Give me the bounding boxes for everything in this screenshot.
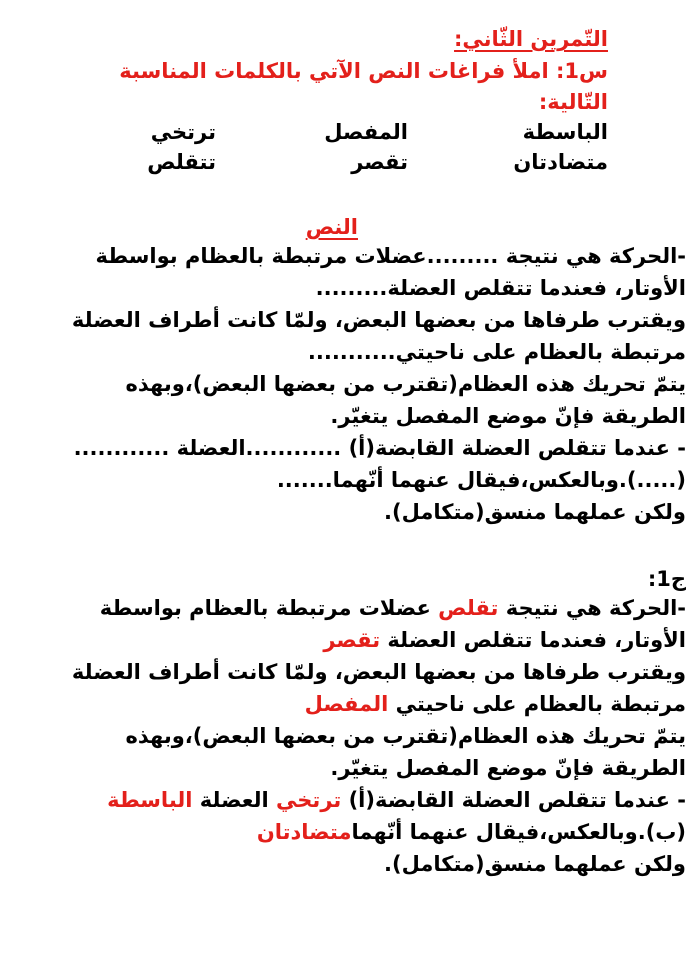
text-line: ويقترب طرفاها من بعضها البعض، ولمّا كانت أطراف العضلة	[71, 308, 686, 332]
word-bank-item: تتقلص	[147, 150, 216, 174]
answer-line-text: مرتبطة بالعظام على ناحيتي	[388, 692, 686, 716]
answer-line-text: -الحركة هي نتيجة	[498, 596, 686, 620]
answer-line	[125, 720, 686, 752]
answer-word: ترتخي	[276, 788, 342, 812]
answer-line	[72, 656, 686, 688]
word-bank-item: تقصر	[351, 150, 408, 174]
answer-line	[330, 752, 686, 784]
answer-line-text: ويقترب طرفاها من بعضها البعض، ولمّا كانت أطراف العضلة	[71, 660, 686, 684]
answer-line-text: الأوتار، فعندما تتقلص العضلة	[380, 628, 686, 652]
word-bank-item: ترتخي	[150, 120, 216, 144]
answer-line-text: العضلة	[192, 788, 277, 812]
word-bank-item: المفصل	[324, 120, 408, 144]
text-section-title: النص	[305, 215, 358, 239]
word-bank-item: الباسطة	[522, 120, 608, 144]
answer-word: المفصل	[304, 692, 389, 716]
exercise-heading: التّمرين الثّاني:	[454, 27, 608, 51]
answer-line-text: الطريقة فإنّ موضع المفصل يتغيّر.	[330, 756, 686, 780]
text-line: - عندما تتقلص العضلة القابضة(أ) ............العضلة ............	[73, 436, 686, 460]
text-line: ولكن عملهما منسق(متكامل).	[384, 500, 686, 524]
answer-line-text: يتمّ تحريك هذه العظام(تقترب من بعضها البعض)،وبهذه	[125, 724, 686, 748]
answer-line	[107, 784, 686, 816]
answer-word: الباسطة	[107, 788, 193, 812]
answer-line	[305, 688, 686, 720]
text-line: (.....).وبالعكس،فيقال عنهما أنّهما.......	[276, 468, 686, 492]
answer-label: ج1:	[647, 567, 686, 591]
text-line: مرتبطة بالعظام على ناحيتي...........	[307, 340, 686, 364]
text-line: الطريقة فإنّ موضع المفصل يتغيّر.	[330, 404, 686, 428]
answer-word: متضادتان	[256, 820, 352, 844]
text-line: الأوتار، فعندما تتقلص العضلة.........	[315, 276, 686, 300]
answer-line	[384, 848, 686, 880]
answer-word: تقلص	[438, 596, 499, 620]
text-line: يتمّ تحريك هذه العظام(تقترب من بعضها البعض)،وبهذه	[125, 372, 686, 396]
answer-line	[323, 624, 686, 656]
answer-line-text: - عندما تتقلص العضلة القابضة(أ)	[341, 788, 686, 812]
question-text: س1: املأ فراغات النص الآتي بالكلمات المناسبة التّالية:	[119, 59, 608, 114]
answer-line-text: (ب).وبالعكس،فيقال عنهما أنّهما	[351, 820, 686, 844]
text-line: -الحركة هي نتيجة .........عضلات مرتبطة بالعظام بواسطة	[95, 244, 686, 268]
answer-word: تقصر	[323, 628, 381, 652]
answer-line	[100, 592, 686, 624]
word-bank-item: متضادتان	[513, 150, 608, 174]
answer-line-text: ولكن عملهما منسق(متكامل).	[384, 852, 686, 876]
answer-line	[257, 816, 686, 848]
answer-line-text: عضلات مرتبطة بالعظام بواسطة	[99, 596, 439, 620]
